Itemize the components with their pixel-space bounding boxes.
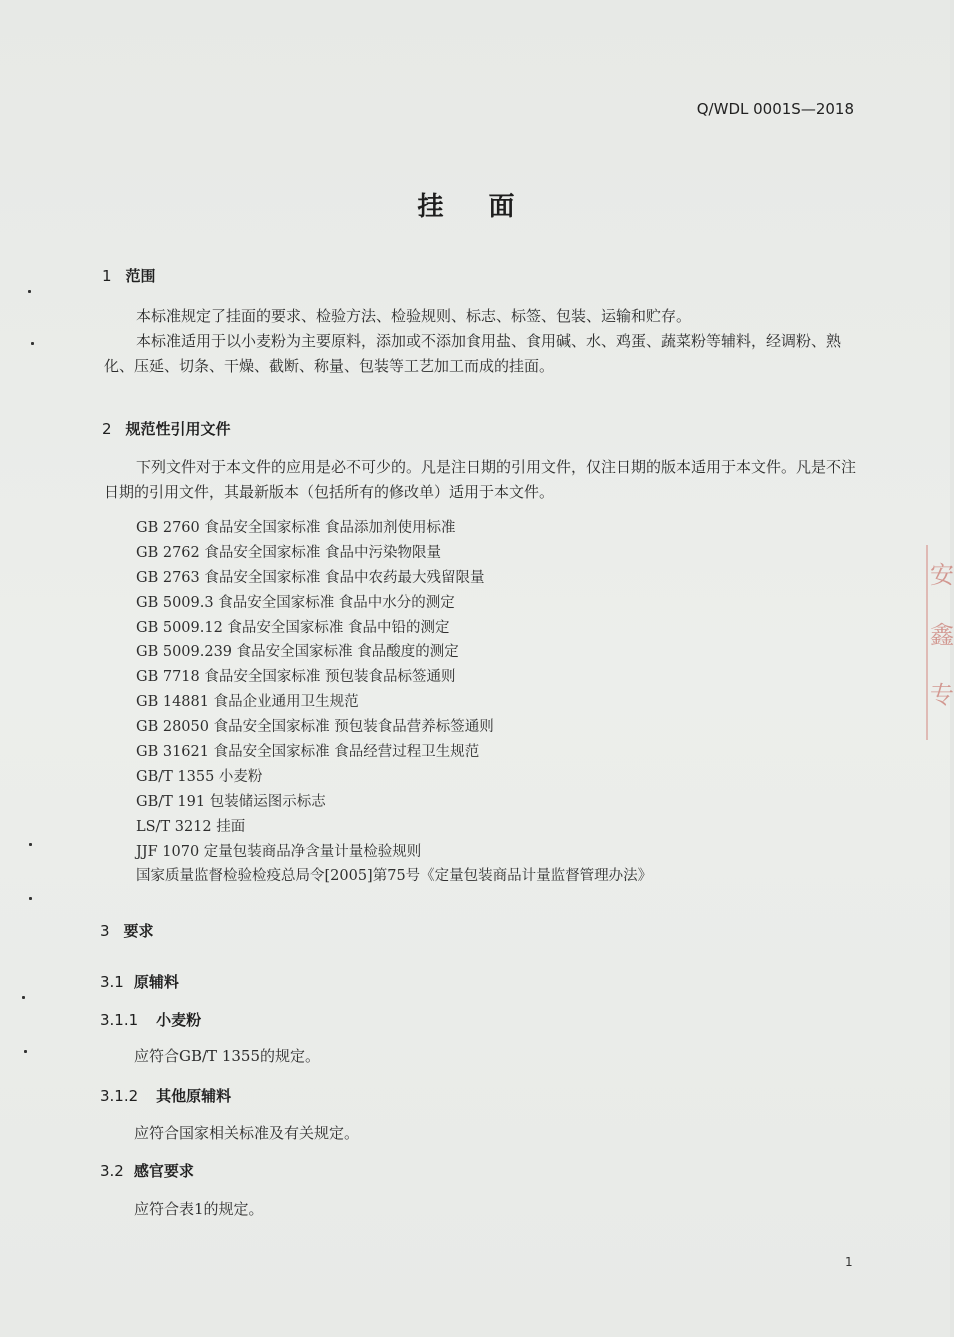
section-number: 2: [102, 420, 112, 438]
reference-item: GB 14881 食品企业通用卫生规范: [136, 694, 359, 711]
margin-speck: [24, 1050, 27, 1053]
section-1-heading: [102, 265, 156, 286]
reference-item: JJF 1070 定量包装商品净含量计量检验规则: [136, 843, 422, 860]
section-number: 3.1: [100, 973, 124, 991]
sensory-requirement: 应符合表1的规定。: [134, 1200, 264, 1218]
reference-item: GB/T 1355 小麦粉: [136, 768, 263, 785]
section-3-1-heading: [100, 971, 179, 992]
other-materials-requirement: 应符合国家相关标准及有关规定。: [134, 1124, 360, 1142]
document-title: 挂 面: [417, 192, 533, 222]
reference-item: GB 2762 食品安全国家标准 食品中污染物限量: [136, 544, 441, 561]
reference-item: LS/T 3212 挂面: [136, 818, 246, 835]
reference-item: GB 5009.12 食品安全国家标准 食品中铅的测定: [136, 619, 450, 636]
standard-number: Q/WDL 0001S—2018: [696, 100, 854, 118]
section-title: 规范性引用文件: [125, 420, 231, 438]
references-intro: 下列文件对于本文件的应用是必不可少的。凡是注日期的引用文件，仅注日期的版本适用于本文件。凡是不注日期的引用文件，其最新版本（包括所有的修改单）适用于本文件。: [104, 458, 857, 501]
margin-speck: [28, 290, 31, 293]
section-number: 3.1.2: [100, 1087, 139, 1105]
reference-list: [136, 516, 652, 889]
section-number: 1: [102, 267, 112, 285]
reference-item: GB 2760 食品安全国家标准 食品添加剂使用标准: [136, 520, 456, 536]
scope-paragraph-2: 本标准适用于以小麦粉为主要原料，添加或不添加食用盐、食用碱、水、鸡蛋、蔬菜粉等辅料，经调粉、熟化、压延、切条、干燥、截断、称量、包装等工艺加工而成的挂面。: [104, 332, 842, 375]
section-number: 3: [100, 922, 110, 940]
reference-item: GB 2763 食品安全国家标准 食品中农药最大残留限量: [136, 569, 485, 586]
margin-speck: [29, 897, 32, 900]
section-title: 其他原辅料: [156, 1087, 232, 1105]
section-title: 小麦粉: [156, 1011, 202, 1029]
page-number: 1: [845, 1255, 853, 1269]
reference-item: GB 28050 食品安全国家标准 预包装食品营养标签通则: [136, 719, 494, 736]
section-3-1-2-heading: [100, 1085, 231, 1106]
section-2-heading: [102, 418, 231, 439]
section-title: 感官要求: [133, 1162, 194, 1180]
margin-speck: [29, 843, 32, 846]
section-title: 原辅料: [133, 973, 179, 991]
section-3-heading: [100, 920, 154, 941]
section-3-2-heading: [100, 1160, 194, 1181]
reference-item: GB 5009.239 食品安全国家标准 食品酸度的测定: [136, 644, 459, 661]
wheat-flour-requirement: 应符合GB/T 1355的规定。: [134, 1047, 321, 1065]
reference-item: GB 5009.3 食品安全国家标准 食品中水分的测定: [136, 594, 455, 611]
reference-item: GB 31621 食品安全国家标准 食品经营过程卫生规范: [136, 744, 480, 761]
section-number: 3.1.1: [100, 1011, 139, 1029]
section-3-1-1-heading: [100, 1009, 201, 1030]
section-title: 要求: [123, 922, 154, 940]
section-title: 范围: [125, 267, 156, 285]
reference-item: GB/T 191 包装储运图示标志: [136, 793, 326, 810]
section-number: 3.2: [100, 1162, 124, 1180]
margin-speck: [22, 996, 25, 999]
reference-item: GB 7718 食品安全国家标准 预包装食品标签通则: [136, 669, 456, 686]
margin-speck: [31, 342, 34, 345]
reference-item: 国家质量监督检验检疫总局令[2005]第75号《定量包装商品计量监督管理办法》: [136, 868, 653, 885]
scope-paragraph-1: 本标准规定了挂面的要求、检验方法、检验规则、标志、标签、包装、运输和贮存。: [136, 307, 692, 325]
seal-stamp: 安 鑫 专: [926, 545, 954, 740]
